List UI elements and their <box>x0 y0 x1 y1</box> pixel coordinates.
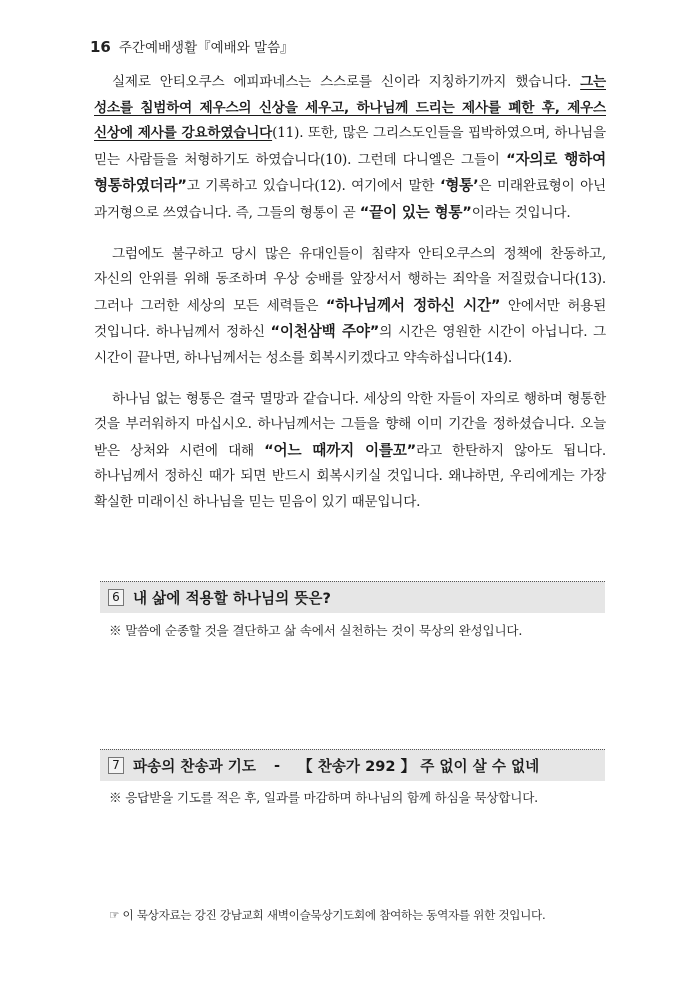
section-title: 파송의 찬송과 기도 <box>133 758 256 775</box>
text-span: 하나님 없는 형통은 결국 멸망과 같습니다. 세상의 악한 자들이 자의로 행하며 형통한 것을 부러워하지 마십시오. 하나님께서는 그들을 향해 이미 기간을 정하셨습니다. 오늘 받은 상처와 시련에 대해 <box>94 390 606 459</box>
paragraph-1 <box>94 70 606 227</box>
publication-title: 주간예배생활『예배와 말씀』 <box>118 40 294 56</box>
bold-quote: “이천삼백 주야” <box>270 323 380 341</box>
bold-quote: “어느 때까지 이를꼬” <box>264 441 417 459</box>
text-span: 의 시간은 영원한 시간이 아닙니다. 그 시간이 끝나면, 하나님께서는 성소를 회복시키겠다고 약속하십니다(14). <box>94 324 606 366</box>
page-header <box>90 36 294 56</box>
text-span: 실제로 안티오쿠스 에피파네스는 스스로를 신이라 지칭하기까지 했습니다. <box>112 74 581 90</box>
section-number-box: 7 <box>108 757 124 774</box>
text-span: 안에서만 허용된 것입니다. 하나님께서 정하신 <box>94 297 607 341</box>
hymn-number: 【 찬송가 292 】 <box>298 758 416 775</box>
text-span: 고 기록하고 있습니다(12). 여기에서 말한 <box>186 178 440 195</box>
bold-quote: “자의로 행하여 형통하였더라” <box>94 150 606 195</box>
paragraph-2 <box>94 242 606 372</box>
bold-quote: “끝이 있는 형통” <box>359 203 472 221</box>
text-span: 라고 한탄하지 않아도 됩니다. 하나님께서 정하신 때가 되면 반드시 회복시키실 것입니다. 왜냐하면, 우리에게는 가장 확실한 미래이신 하나님을 믿는 믿음이 있기 때문입니다. <box>94 442 606 510</box>
text-span: 이라는 것입니다. <box>471 204 571 221</box>
bold-quote: “하나님께서 정하신 시간” <box>325 296 501 314</box>
footer-note <box>109 907 545 923</box>
text-span: 은 미래완료형이 아닌 과거형으로 쓰였습니다. 즉, 그들의 형통이 곧 <box>94 178 606 221</box>
underlined-emphasis: 그는 성소를 침범하여 제우스의 신상을 세우고, 하나님께 드리는 제사를 폐한 후, 제우스 신상에 제사를 강요하였습니다 <box>94 74 606 142</box>
pointing-hand-icon: ☞ <box>109 908 120 922</box>
text-span: (11). 또한, 많은 그리스도인들을 핍박하였으며, 하나님을 믿는 사람들을 처형하기도 하였습니다(10). 그런데 다니엘은 그들이 <box>94 125 606 168</box>
main-text <box>94 70 606 531</box>
section-6-note: ※ 말씀에 순종할 것을 결단하고 삶 속에서 실천하는 것이 묵상의 완성입니다. <box>109 623 523 638</box>
page-number: 16 <box>90 38 111 56</box>
section-number-box: 6 <box>108 589 124 606</box>
separator-dash: - <box>273 757 281 774</box>
section-7-heading <box>100 749 605 781</box>
text-span: 그럼에도 불구하고 당시 많은 유대인들이 침략자 안티오쿠스의 정책에 찬동하고, 자신의 안위를 위해 동조하며 우상 숭배를 앞장서서 행하는 죄악을 저질렀습니다(13). 그러나 그러한 세상의 모든 세력들은 <box>94 245 606 314</box>
paragraph-3 <box>94 387 606 516</box>
bold-quote: ‘형통’ <box>439 177 479 195</box>
hymn-title: 주 없이 살 수 없네 <box>420 758 540 775</box>
section-6-heading <box>100 581 605 613</box>
section-title: 내 삶에 적용할 하나님의 뜻은? <box>133 590 331 607</box>
footer-text: 이 묵상자료는 강진 강남교회 새벽이슬묵상기도회에 참여하는 동역자를 위한 것입니다. <box>122 908 546 922</box>
section-7-note: ※ 응답받을 기도를 적은 후, 일과를 마감하며 하나님의 함께 하심을 묵상합니다. <box>109 790 538 805</box>
